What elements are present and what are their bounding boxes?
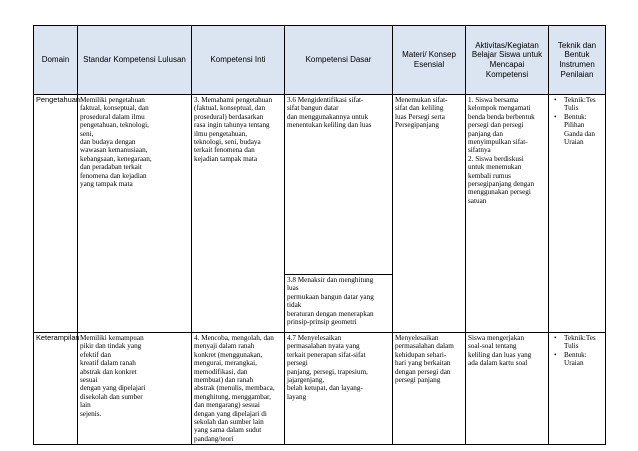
cell-line: seni,: [80, 129, 94, 138]
cell-line: ada dalam kartu soal: [468, 359, 528, 368]
bentuk-label: Bentuk:: [564, 112, 587, 121]
cell-line: mengurai, merangkai,: [194, 359, 257, 368]
cell-line: sifat bangun datar: [287, 104, 339, 113]
cell-line: permasalahan nyata yang: [287, 342, 360, 351]
teknik-label: Teknik:Tes: [564, 334, 596, 342]
teknik-cell: [549, 333, 606, 445]
cell-line: terkait penerapan sifat-sifat: [287, 350, 366, 359]
cell-line: soal-soal tentang: [468, 342, 517, 351]
cell-line: 3.6 Mengidentifikasi sifat-: [287, 96, 364, 104]
cell-line: 3. Memahami pengetahuan: [194, 96, 273, 104]
cell-line: 2. Siswa berdiskusi: [468, 154, 524, 163]
header-skl: Standar Kompetensi Lulusan: [78, 26, 192, 95]
cell-line: wawasan kemanusiaan,: [80, 146, 148, 155]
cell-line: prinsip-prinsip geometri: [287, 318, 357, 327]
cell-line: 3.8 Menaksir dan menghitung: [287, 276, 374, 284]
cell-line: dan mengarang) sesuai: [194, 401, 260, 410]
cell-line: persegi dan persegi: [468, 121, 524, 130]
list-item: [551, 334, 603, 351]
header-kd: Kompetensi Dasar: [285, 26, 393, 95]
skl-cell: [78, 333, 192, 445]
cell-line: membuat) dan ranah: [194, 376, 254, 385]
cell-line: memodifikasi, dan: [194, 367, 248, 376]
cell-line: dan budaya dengan: [80, 138, 136, 147]
cell-line: satuan: [468, 196, 487, 205]
cell-line: kejadian tampak mata: [194, 154, 258, 163]
table-row-pengetahuan: [34, 95, 606, 275]
cell-line: terkait fenomena dan: [194, 146, 255, 155]
cell-line: menggunakan persegi: [468, 188, 531, 197]
cell-line: faktual, konseptual, dan: [80, 104, 149, 113]
cell-line: layang: [287, 392, 307, 401]
cell-line: disekolah dan sumber: [80, 392, 143, 401]
header-aktivitas: Aktivitas/Kegiatan Belajar Siswa untuk Mencapai Kompetensi: [466, 26, 549, 95]
cell-line: hari yang berkaitan: [395, 359, 451, 368]
cell-line: panjang, persegi, trapesium,: [287, 367, 368, 376]
teknik-label: Teknik:Tes: [564, 96, 596, 104]
cell-line: prosedural dalam ilmu: [80, 112, 145, 121]
cell-line: persegipanjang dengan: [468, 180, 535, 189]
cell-line: efektif dan: [80, 350, 111, 359]
domain-cell: Pengetahuan: [34, 95, 78, 333]
cell-line: kelompok mengamati: [468, 104, 531, 113]
cell-line: Siswa mengerjakan: [468, 334, 525, 342]
cell-line: ilmu pengetahuan,: [194, 129, 248, 138]
cell-line: kreatif dalam ranah: [80, 359, 136, 368]
cell-line: sifat dan keliling: [395, 104, 444, 113]
header-row: [34, 26, 606, 95]
kd-cell: [285, 333, 393, 445]
cell-line: luas Persegi serta: [395, 112, 445, 121]
cell-line: sejenis.: [80, 409, 102, 418]
cell-line: yang sama dalam sudut: [194, 426, 262, 435]
ki-cell: [192, 95, 285, 333]
cell-line: persegi: [287, 359, 308, 368]
cell-line: sekolah dan sumber lain: [194, 418, 264, 427]
cell-line: sesuai: [80, 376, 98, 385]
cell-line: Memiliki pengetahuan: [80, 96, 145, 104]
cell-line: jajargenjang,: [287, 376, 325, 385]
competency-table: [33, 25, 606, 445]
cell-line: (faktual, konseptual, dan: [194, 104, 266, 113]
cell-line: 4.7 Menyelesaikan: [287, 334, 342, 342]
cell-line: dengan yang dipelajari: [80, 384, 146, 393]
cell-line: 1. Siswa bersama: [468, 96, 519, 104]
materi-cell: [393, 95, 466, 333]
cell-line: dan menggunakannya untuk: [287, 112, 369, 121]
cell-line: Menemukan sifat-: [395, 96, 448, 104]
cell-line: yang tampak mata: [80, 180, 133, 189]
cell-line: kehidupan sehari-: [395, 350, 447, 359]
table-row-keterampilan: [34, 333, 606, 445]
cell-line: 4. Mencoba, mengolah, dan: [194, 334, 274, 342]
cell-line: beraturan dengan menerapkan: [287, 309, 374, 318]
cell-line: persegi panjang: [395, 376, 441, 385]
aktivitas-cell: [466, 333, 549, 445]
cell-line: Menyelesaikan: [395, 334, 439, 342]
skl-cell: [78, 95, 192, 333]
kd-cell: [285, 275, 393, 333]
list-item: [551, 351, 603, 368]
cell-line: rasa ingin tahunya tentang: [194, 121, 270, 130]
cell-line: menentukan keliling dan luas: [287, 121, 372, 130]
cell-line: tidak: [287, 301, 302, 310]
cell-line: konkret (menggunakan,: [194, 350, 263, 359]
cell-line: panjang dan: [468, 129, 503, 138]
materi-cell: [393, 333, 466, 445]
cell-line: dengan persegi dan: [395, 367, 451, 376]
aktivitas-cell: [466, 95, 549, 333]
header-ki: Kompetensi Inti: [192, 26, 285, 95]
cell-line: permukaan bangun datar yang: [287, 292, 374, 301]
cell-line: untuk menemukan: [468, 163, 522, 172]
cell-line: keliling dan luas yang: [468, 350, 532, 359]
teknik-cont: Tulis: [564, 342, 579, 351]
cell-line: fenomena dan kejadian: [80, 171, 147, 180]
list-item: [551, 113, 603, 147]
cell-line: Persegipanjang: [395, 121, 439, 130]
cell-line: kembali rumus: [468, 171, 511, 180]
cell-line: benda benda berbentuk: [468, 112, 535, 121]
cell-line: pikir dan tindak yang: [80, 342, 142, 351]
cell-line: menyimpulkan sifat-: [468, 138, 528, 147]
cell-line: belah ketupat, dan layang-: [287, 384, 363, 393]
header-materi: Materi/ Konsep Esensial: [393, 26, 466, 95]
cell-line: abstrak (menulis, membaca,: [194, 384, 275, 393]
cell-line: teknologi, seni, budaya: [194, 138, 261, 147]
cell-line: pandang/teori: [194, 434, 234, 443]
list-item: [551, 96, 603, 113]
kd-cell: [285, 95, 393, 275]
bentuk-label: Bentuk:: [564, 350, 587, 359]
teknik-list: [551, 96, 603, 146]
cell-line: abstrak dan konkret: [80, 367, 137, 376]
header-domain: Domain: [34, 26, 78, 95]
cell-line: lain: [80, 401, 91, 410]
header-teknik: Teknik dan Bentuk Instrumen Penilaian: [549, 26, 606, 95]
cell-line: dengan yang dipelajari di: [194, 409, 267, 418]
cell-line: menghitung, menggambar,: [194, 392, 271, 401]
cell-line: prosedural) berdasarkan: [194, 112, 264, 121]
cell-line: dan peradaban terkait: [80, 163, 142, 172]
teknik-cell: [549, 95, 606, 333]
teknik-list: [551, 334, 603, 368]
competency-table-sheet: [33, 25, 605, 445]
bentuk-cont: Uraian: [564, 359, 584, 368]
cell-line: luas: [287, 284, 299, 293]
domain-cell: Keterampilan: [34, 333, 78, 445]
teknik-cont: Tulis: [564, 104, 579, 113]
cell-line: permasalahan dalam: [395, 342, 454, 351]
cell-line: menyaji dalam ranah: [194, 342, 255, 351]
cell-line: Memiliki kemampuan: [80, 334, 144, 342]
ki-cell: [192, 333, 285, 445]
bentuk-cont: Pilihan Ganda dan Uraian: [564, 121, 595, 147]
cell-line: pengetahuan, teknologi,: [80, 121, 149, 130]
cell-line: sifatnya: [468, 146, 491, 155]
cell-line: kebangsaan, kenegaraan,: [80, 154, 152, 163]
